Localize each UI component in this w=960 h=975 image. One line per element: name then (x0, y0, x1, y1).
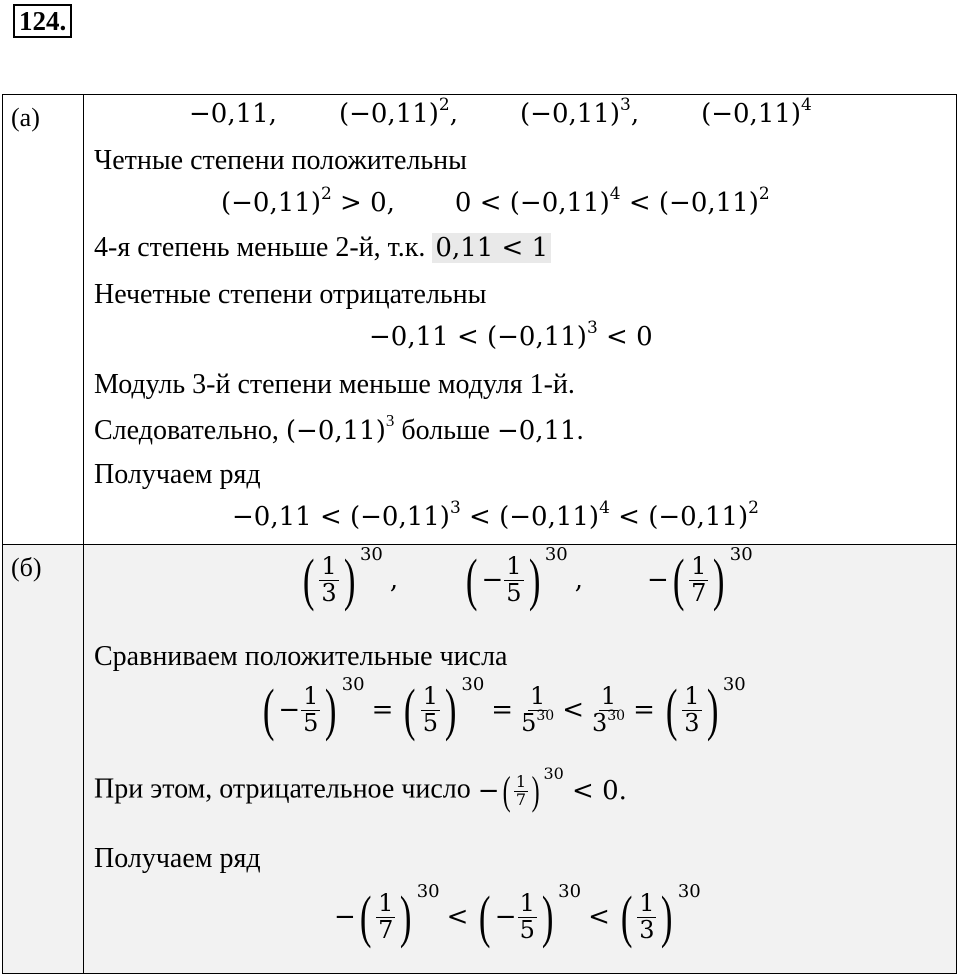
part-b-label: (б) (3, 545, 84, 974)
text-modulus: Модуль 3-й степени меньше модуля 1-й. (94, 369, 575, 400)
part-a-content (84, 95, 957, 545)
highlight-ineq: 0,11 < 1 (432, 233, 551, 263)
result-series-a: $-0,11 < (-0,11)^3 < (-0,11)^4 < (-0,11)^2$ (232, 498, 759, 532)
text-meanwhile: При этом, отрицательное число − ( 1 7 ) 30 < 0. (94, 763, 627, 813)
solution-table (2, 94, 957, 974)
ineq-odd-powers: $-0,11 < (-0,11)^3 < 0$ (369, 318, 653, 352)
ineq-even-powers: $(-0,11)^2 > 0$, $0 < (-0,11)^4 < (-0,11)^2$ (221, 184, 770, 218)
row-part-a (3, 95, 957, 545)
problem-number: 124 (19, 6, 60, 36)
text-4th-less: 4-я степень меньше 2-й, т.к. 0,11 < 1 (94, 232, 551, 264)
row-part-b (3, 545, 957, 974)
text-result-b: Получаем ряд (94, 843, 261, 874)
text-compare: Сравниваем положительные числа (94, 641, 508, 672)
result-series-b: − ( 1 7 ) 30 < ( − $\frac{1}{5}$ ) 30 < ( 1 3 ) 30 (334, 880, 701, 949)
text-therefore: Следовательно, $(-0,11)^3$ больше −0,11. (94, 411, 584, 446)
text-odd-powers: Нечетные степени отрицательны (94, 279, 487, 310)
text-result-a: Получаем ряд (94, 459, 261, 490)
part-a-label: (a) (3, 95, 84, 545)
text-even-powers: Четные степени положительны (94, 145, 467, 176)
series-a: −0,11, $(-0,11)^2$, $(-0,11)^3$, $(-0,11)^4$ (189, 95, 812, 129)
part-b-content (84, 545, 957, 974)
problem-number-box: 124. (13, 4, 72, 38)
equality-chain: ( − $\frac{1}{5}$ ) 30 = ( 1 5 ) 30 = $\frac{1}{5^{30}}$ < $\frac{1}{3^{30}}$ = ( 1 3 ) 30 (262, 673, 746, 742)
series-b: ( 1 3 ) 30 , ( − $\frac{1}{5}$ ) 30 , − ( 1 7 ) 30 (302, 543, 753, 612)
